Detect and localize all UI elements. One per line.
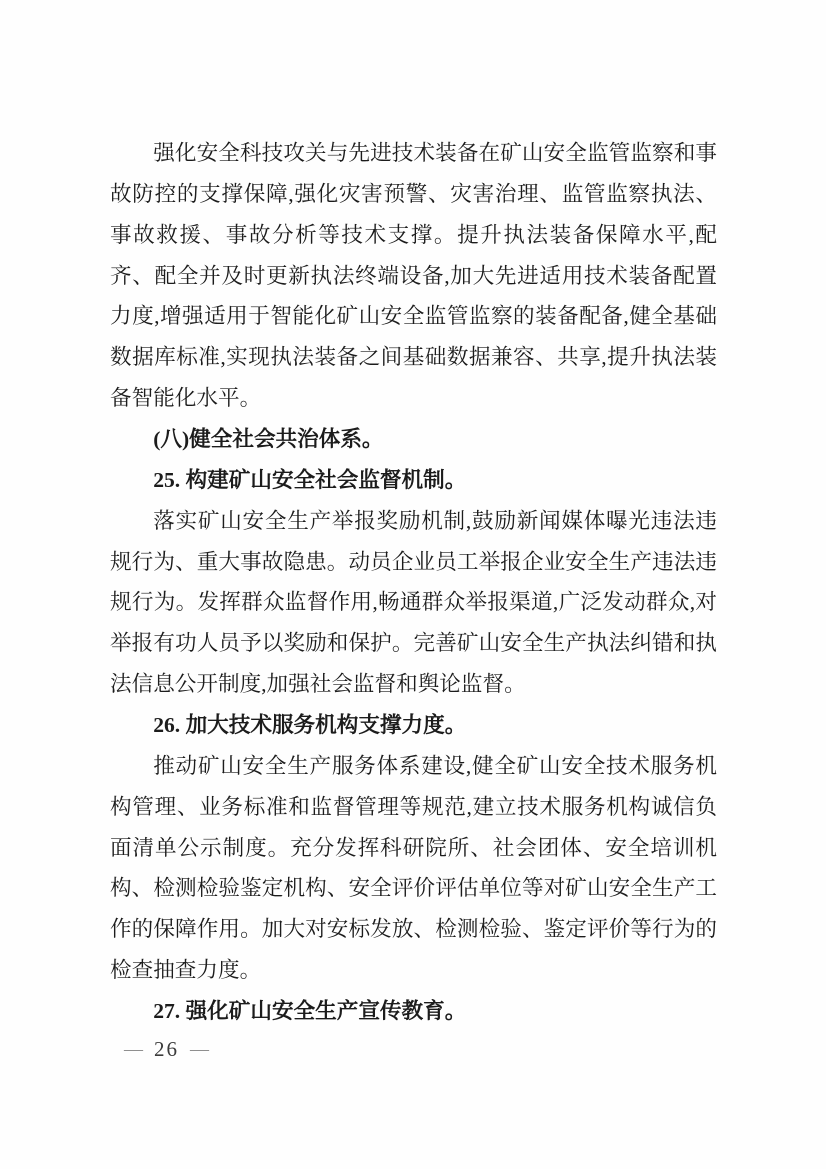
body-paragraph-service-system: 推动矿山安全生产服务体系建设,健全矿山安全技术服务机构管理、业务标准和监督管理等规范,建立技术服务机构诚信负面清单公示制度。充分发挥科研院所、社会团体、安全培训机构、检测检验鉴定机构、安全评价评估单位等对矿山安全生产工作的保障作用。加大对安标发放、检测检验、鉴定评价等行为的检查抽查力度。	[110, 753, 717, 983]
page-number: 26	[154, 1037, 179, 1061]
item-heading-27-publicity-education: 27. 强化矿山安全生产宣传教育。	[153, 999, 467, 1024]
item-heading-25-social-supervision: 25. 构建矿山安全社会监督机制。	[153, 467, 467, 492]
body-paragraph-science-tech-equipment: 强化安全科技攻关与先进技术装备在矿山安全监管监察和事故防控的支撑保障,强化灾害预警、灾害治理、监管监察执法、事故救援、事故分析等技术支撑。提升执法装备保障水平,配齐、配全并及时更新执法终端设备,加大先进适用技术装备配置力度,增强适用于智能化矿山安全监管监察的装备配备,健全基础数据库标准,实现执法装备之间基础数据兼容、共享,提升执法装备智能化水平。	[110, 141, 717, 411]
body-paragraph-reporting-reward: 落实矿山安全生产举报奖励机制,鼓励新闻媒体曝光违法违规行为、重大事故隐患。动员企业员工举报企业安全生产违法违规行为。发挥群众监督作用,畅通群众举报渠道,广泛发动群众,对举报有功人员予以奖励和保护。完善矿山安全生产执法纠错和执法信息公开制度,加强社会监督和舆论监督。	[110, 508, 717, 697]
footer-right-dash: —	[190, 1039, 209, 1060]
document-content	[110, 133, 717, 1032]
section-heading-8-social-cogovernance: (八)健全社会共治体系。	[153, 427, 384, 452]
footer-left-dash: —	[124, 1039, 143, 1060]
item-heading-26-technical-service: 26. 加大技术服务机构支撑力度。	[153, 713, 467, 738]
page-footer	[124, 1039, 209, 1060]
